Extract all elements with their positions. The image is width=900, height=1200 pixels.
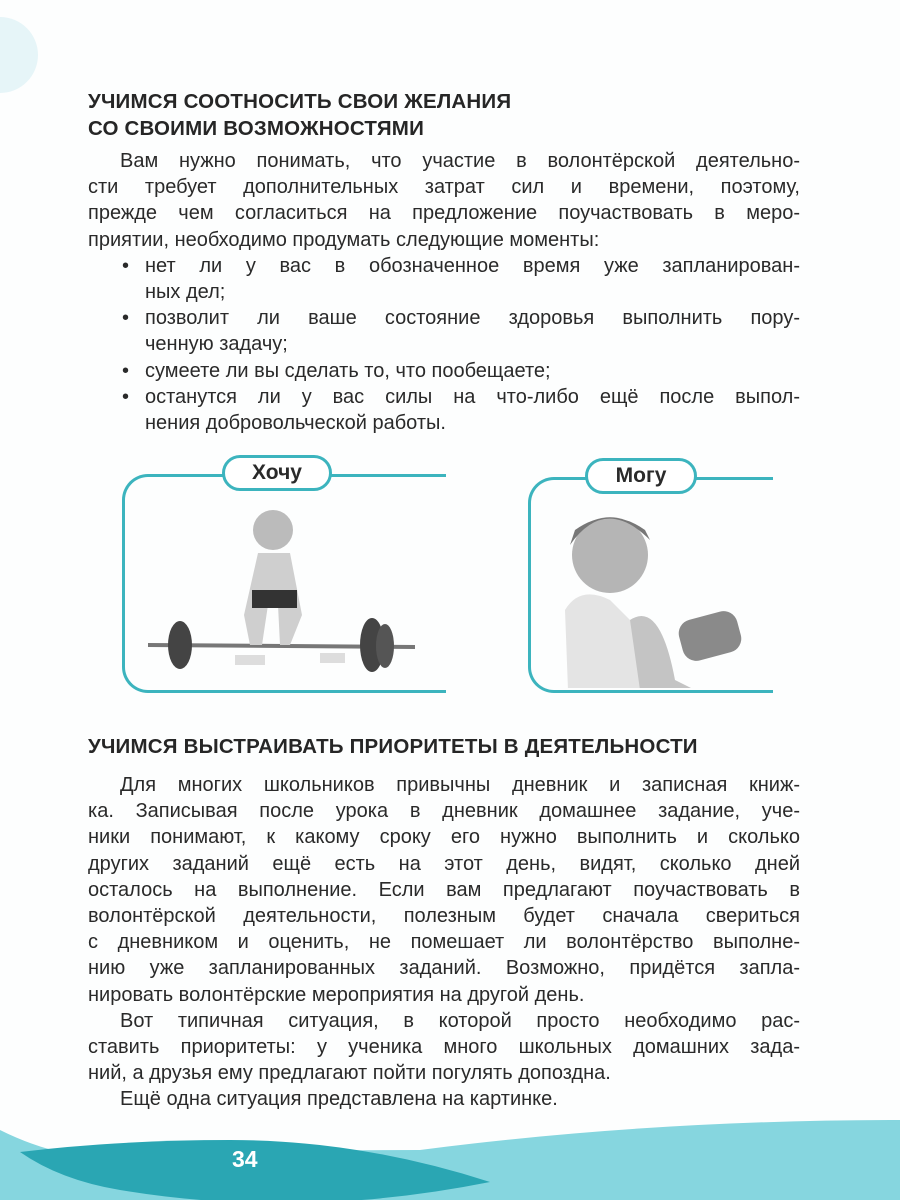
text-line: ставить приоритеты: у ученика много школьных домашних зада- xyxy=(88,1036,800,1059)
section-heading-desires xyxy=(88,89,511,142)
section-heading-priorities: УЧИМСЯ ВЫСТРАИВАТЬ ПРИОРИТЕТЫ В ДЕЯТЕЛЬНОСТИ xyxy=(88,735,698,758)
bullet-icon: • xyxy=(122,307,130,330)
text-line: осталось на выполнение. Если вам предлагают поучаствовать в xyxy=(88,878,800,901)
text-line: Вот типичная ситуация, в которой просто необходимо рас- xyxy=(120,1009,800,1032)
bullet-text: позволит ли ваше состояние здоровья выполнить пору- xyxy=(145,307,800,330)
footer-wave xyxy=(0,1110,900,1200)
text-line: сти требует дополнительных затрат сил и времени, поэтому, xyxy=(88,176,800,199)
want-label: Хочу xyxy=(222,455,332,491)
text-line: нировать волонтёрские мероприятия на другой день. xyxy=(88,983,585,1006)
bullet-continuation: ных дел; xyxy=(145,281,226,304)
bullet-continuation: нения добровольческой работы. xyxy=(145,412,446,435)
text-line: ний, а друзья ему предлагают пойти погулять допоздна. xyxy=(88,1062,611,1085)
text-line: приятии, необходимо продумать следующие моменты: xyxy=(88,228,600,251)
boy-barbell-image xyxy=(140,495,430,675)
page-number: 34 xyxy=(232,1146,258,1172)
bullet-text: нет ли у вас в обозначенное время уже запланирован- xyxy=(145,254,800,277)
bullet-item xyxy=(88,384,800,410)
bullet-item xyxy=(88,305,800,331)
heading-line: СО СВОИМИ ВОЗМОЖНОСТЯМИ xyxy=(88,116,425,140)
text-line: ка. Записывая после урока в дневник домашнее задание, уче- xyxy=(88,800,800,823)
section2-body xyxy=(88,772,800,1113)
heading-line: УЧИМСЯ СООТНОСИТЬ СВОИ ЖЕЛАНИЯ xyxy=(88,90,512,113)
bullet-text: сумеете ли вы сделать то, что пообещаете; xyxy=(145,359,551,382)
text-line: Ещё одна ситуация представлена на картинке. xyxy=(120,1088,558,1111)
bullet-icon: • xyxy=(122,359,130,382)
text-line: с дневником и оценить, не помешает ли волонтёрство выполне- xyxy=(88,931,800,954)
bullet-item xyxy=(88,358,800,384)
text-line: Для многих школьников привычны дневник и записная книж- xyxy=(120,774,800,796)
bullet-icon: • xyxy=(122,254,130,277)
text-line: прежде чем согласиться на предложение поучаствовать в меро- xyxy=(88,202,800,225)
section1-body xyxy=(88,148,800,436)
bullet-text: останутся ли у вас силы на что-либо ещё после выпол- xyxy=(145,385,800,408)
boy-dumbbell-image xyxy=(560,500,760,688)
bullet-icon: • xyxy=(122,385,130,408)
decorative-circle xyxy=(0,10,40,100)
bullet-item xyxy=(88,253,800,279)
text-line: Вам нужно понимать, что участие в волонтёрской деятельно- xyxy=(120,150,800,172)
text-line: других заданий ещё есть на этот день, видят, сколько дней xyxy=(88,852,800,875)
bullet-list xyxy=(88,253,800,436)
text-line: волонтёрской деятельности, полезным будет сначала свериться xyxy=(88,905,800,928)
bullet-continuation: ченную задачу; xyxy=(145,333,288,356)
text-line: ники понимают, к какому сроку его нужно выполнить и сколько xyxy=(88,826,800,849)
text-line: нию уже запланированных заданий. Возможно, придётся запла- xyxy=(88,957,800,980)
can-label: Могу xyxy=(585,458,697,494)
